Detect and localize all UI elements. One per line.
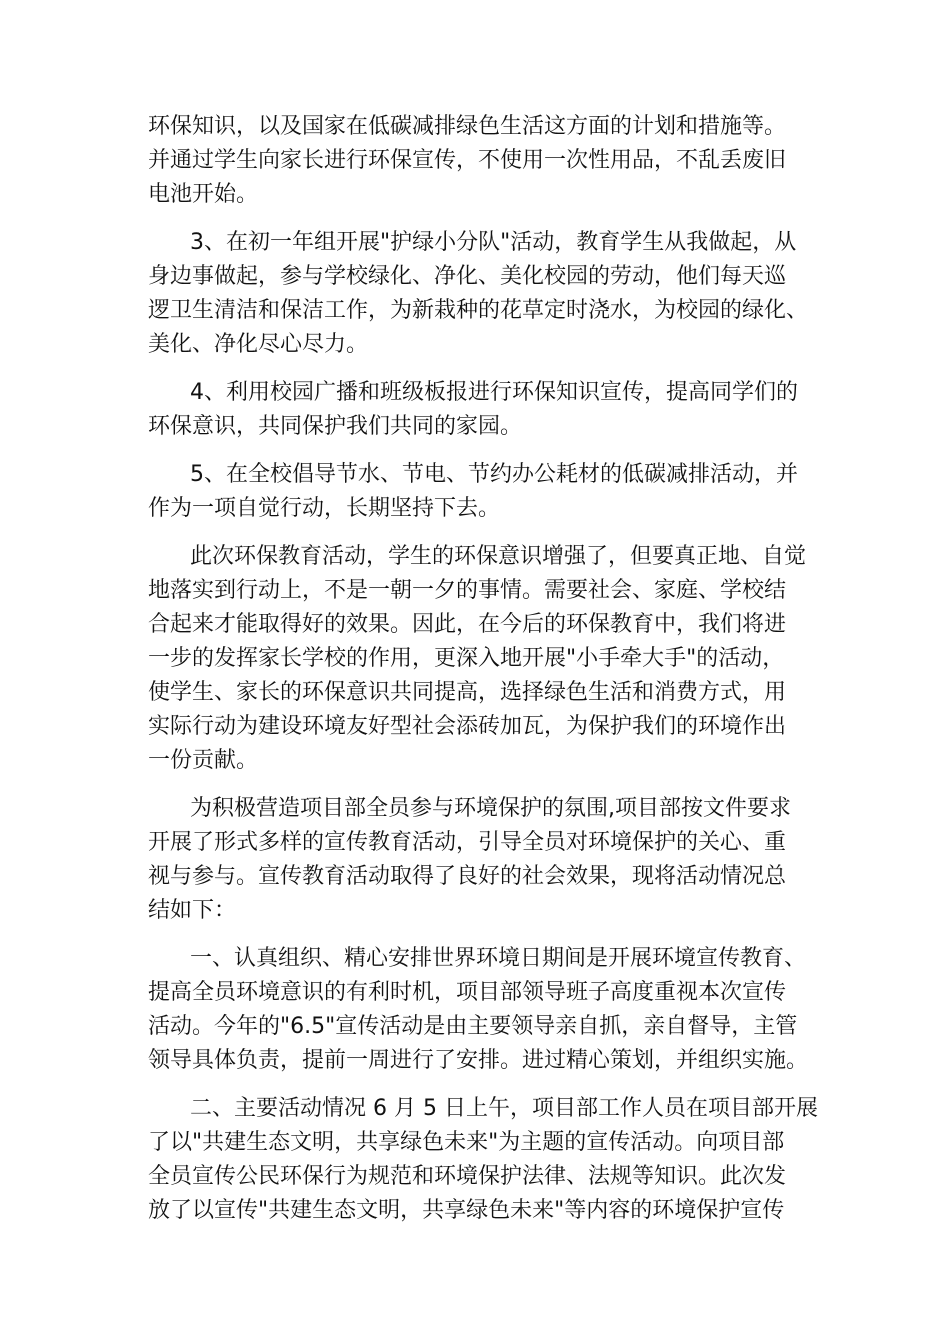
text-line: 视与参与。宣传教育活动取得了良好的社会效果，现将活动情况总 xyxy=(148,864,787,889)
text-line: 3、在初一年组开展"护绿小分队"活动，教育学生从我做起，从 xyxy=(190,230,797,255)
text-line: 美化、净化尽心尽力。 xyxy=(148,332,369,357)
text-line: 领导具体负责，提前一周进行了安排。进过精心策划，并组织实施。 xyxy=(148,1048,809,1073)
text-line: 合起来才能取得好的效果。因此，在今后的环保教育中，我们将进 xyxy=(148,612,787,637)
text-line: 环保知识，以及国家在低碳减排绿色生活这方面的计划和措施等。 xyxy=(148,114,787,139)
text-line: 实际行动为建设环境友好型社会添砖加瓦，为保护我们的环境作出 xyxy=(148,714,787,739)
text-line: 放了以宣传"共建生态文明，共享绿色未来"等内容的环境保护宣传 xyxy=(148,1198,785,1223)
text-line: 提高全员环境意识的有利时机，项目部领导班子高度重视本次宣传 xyxy=(148,980,787,1005)
text-line: 作为一项自觉行动，长期坚持下去。 xyxy=(148,496,501,521)
text-line: 一步的发挥家长学校的作用，更深入地开展"小手牵大手"的活动， xyxy=(148,646,785,671)
text-line: 了以"共建生态文明，共享绿色未来"为主题的宣传活动。向项目部 xyxy=(148,1130,785,1155)
text-line: 一、认真组织、精心安排世界环境日期间是开展环境宣传教育、 xyxy=(190,946,807,971)
text-line: 并通过学生向家长进行环保宣传，不使用一次性用品，不乱丢废旧 xyxy=(148,148,787,173)
text-line: 4、利用校园广播和班级板报进行环保知识宣传，提高同学们的 xyxy=(190,380,798,405)
text-line: 结如下： xyxy=(148,898,237,923)
text-line: 5、在全校倡导节水、节电、节约办公耗材的低碳减排活动，并 xyxy=(190,462,798,487)
text-line: 活动。今年的"6.5"宣传活动是由主要领导亲自抓，亲自督导，主管 xyxy=(148,1014,798,1039)
text-line: 二、主要活动情况 6 月 5 日上午，项目部工作人员在项目部开展 xyxy=(190,1096,818,1121)
text-line: 为积极营造项目部全员参与环境保护的氛围,项目部按文件要求 xyxy=(190,796,791,821)
text-line: 地落实到行动上，不是一朝一夕的事情。需要社会、家庭、学校结 xyxy=(148,578,787,603)
text-line: 电池开始。 xyxy=(148,182,259,207)
text-line: 环保意识，共同保护我们共同的家园。 xyxy=(148,414,523,439)
text-line: 开展了形式多样的宣传教育活动，引导全员对环境保护的关心、重 xyxy=(148,830,787,855)
text-line: 此次环保教育活动，学生的环保意识增强了，但要真正地、自觉 xyxy=(190,544,807,569)
text-line: 使学生、家长的环保意识共同提高，选择绿色生活和消费方式，用 xyxy=(148,680,787,705)
text-line: 全员宣传公民环保行为规范和环境保护法律、法规等知识。此次发 xyxy=(148,1164,787,1189)
text-line: 身边事做起，参与学校绿化、净化、美化校园的劳动，他们每天巡 xyxy=(148,264,787,289)
text-line: 逻卫生清洁和保洁工作，为新栽种的花草定时浇水，为校园的绿化、 xyxy=(148,298,809,323)
text-line: 一份贡献。 xyxy=(148,748,259,773)
